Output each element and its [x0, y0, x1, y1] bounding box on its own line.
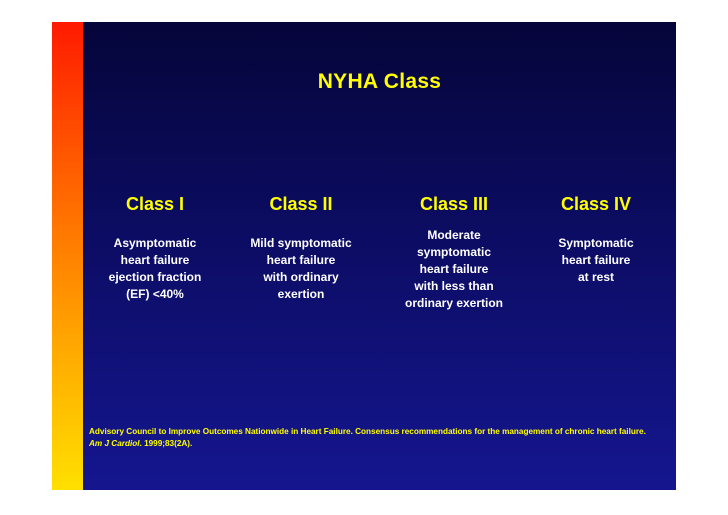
class-ii-heading: Class II [269, 194, 333, 214]
slide [52, 22, 676, 490]
citation-text: Advisory Council to Improve Outcomes Nationwide in Heart Failure. Consensus recommendations for the management of chronic heart failure. [89, 427, 646, 436]
class-i-description: Asymptomatic heart failure ejection fraction (EF) <40% [108, 236, 202, 301]
class-ii-column [236, 194, 366, 303]
citation-details: . 1999;83(2A). [139, 439, 193, 448]
gradient-sidebar [52, 22, 83, 490]
class-iv-heading: Class IV [560, 194, 632, 214]
class-iv-column [538, 194, 654, 286]
slide-title: NYHA Class [317, 70, 442, 93]
class-i-column [90, 194, 220, 303]
citation [89, 426, 659, 450]
class-iii-heading: Class III [419, 194, 489, 214]
class-iv-description: Symptomatic heart failure at rest [558, 236, 634, 284]
class-ii-description: Mild symptomatic heart failure with ordinary exertion [250, 236, 352, 301]
class-i-heading: Class I [125, 194, 185, 214]
class-iii-column [388, 194, 520, 312]
class-iii-description: Moderate symptomatic heart failure with less than ordinary exertion [404, 228, 504, 310]
citation-journal: Am J Cardiol [89, 439, 140, 448]
